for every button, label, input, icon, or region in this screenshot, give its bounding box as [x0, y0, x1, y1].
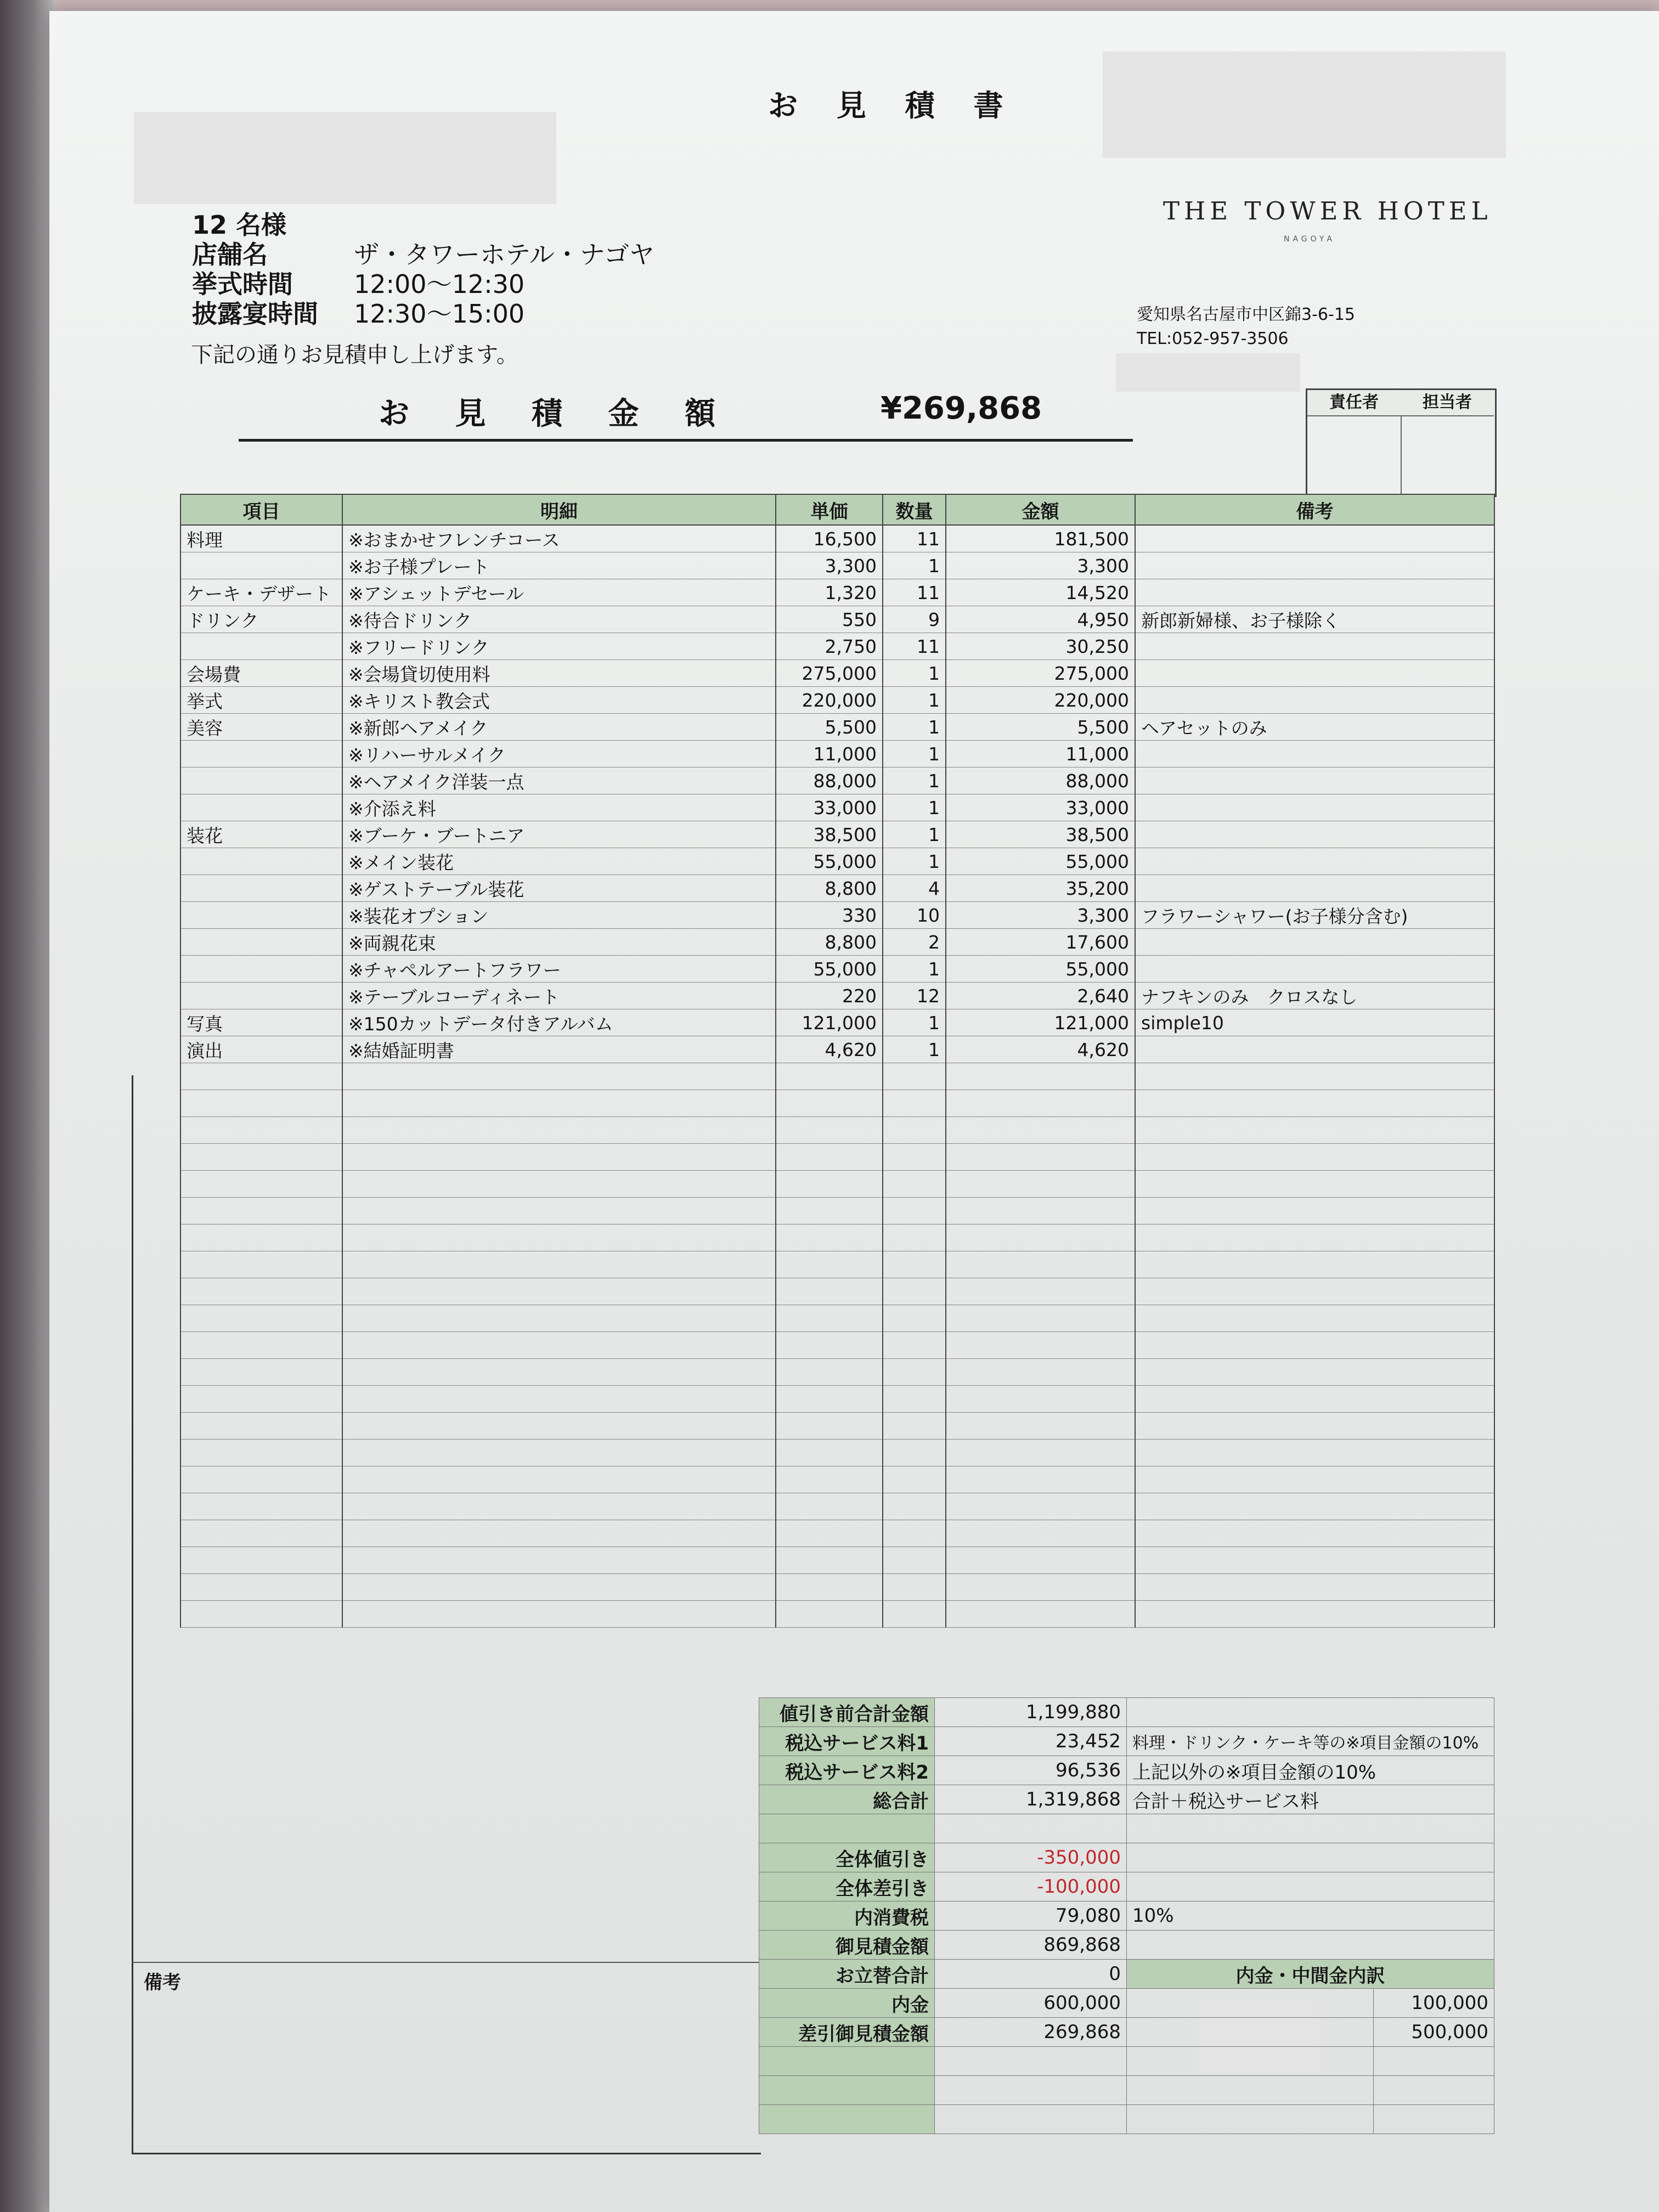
left-border — [132, 1075, 182, 1697]
item-row — [180, 552, 1494, 579]
tax-value: 79,080 — [935, 1901, 1127, 1931]
item-row — [180, 929, 1494, 956]
item-quantity: 1 — [883, 956, 946, 983]
item-detail: ※おまかせフレンチコース — [342, 525, 776, 552]
item-amount: 38,500 — [946, 821, 1135, 848]
item-category: 装花 — [180, 821, 342, 848]
summary-row — [759, 1756, 1494, 1785]
empty-row — [180, 1198, 1494, 1224]
item-amount: 181,500 — [946, 525, 1135, 552]
item-remarks — [1135, 741, 1494, 768]
item-amount: 4,950 — [946, 606, 1135, 633]
item-category — [180, 956, 342, 983]
service2-value: 96,536 — [935, 1756, 1127, 1785]
tax-note: 10% — [1127, 1901, 1494, 1931]
item-amount: 11,000 — [946, 741, 1135, 768]
item-quantity: 1 — [883, 687, 946, 714]
item-amount: 55,000 — [946, 848, 1135, 875]
item-amount: 121,000 — [946, 1009, 1135, 1036]
item-quantity: 1 — [883, 1036, 946, 1063]
item-row — [180, 983, 1494, 1009]
advance-label: お立替合計 — [759, 1960, 935, 1989]
summary-row — [759, 1931, 1494, 1960]
item-quantity: 1 — [883, 714, 946, 741]
empty-row — [180, 1440, 1494, 1466]
item-unit-price: 11,000 — [776, 741, 883, 768]
item-detail: ※ゲストテーブル装花 — [342, 875, 776, 902]
item-row — [180, 875, 1494, 902]
item-remarks: フラワーシャワー(お子様分含む) — [1135, 902, 1494, 929]
item-row — [180, 633, 1494, 660]
redaction — [1116, 353, 1300, 392]
summary-row — [759, 1727, 1494, 1756]
estimate-label: お 見 積 金 額 — [379, 396, 733, 432]
item-detail: ※テーブルコーディネート — [342, 983, 776, 1009]
service2-label: 税込サービス料2 — [759, 1756, 935, 1785]
item-category — [180, 875, 342, 902]
summary-row — [759, 1901, 1494, 1931]
item-unit-price: 55,000 — [776, 956, 883, 983]
item-quantity: 9 — [883, 606, 946, 633]
item-remarks — [1135, 875, 1494, 902]
item-unit-price: 1,320 — [776, 579, 883, 606]
item-remarks — [1135, 660, 1494, 687]
lower-remarks-box — [132, 1697, 761, 2154]
hotel-logo: THE TOWER HOTEL — [1163, 196, 1492, 225]
item-detail: ※150カットデータ付きアルバム — [342, 1009, 776, 1036]
service1-note: 料理・ドリンク・ケーキ等の※項目金額の10% — [1127, 1727, 1494, 1756]
item-detail: ※ブーケ・ブートニア — [342, 821, 776, 848]
item-category: 写真 — [180, 1009, 342, 1036]
deposit-split-1: 100,000 — [1374, 1989, 1494, 2018]
item-row — [180, 1036, 1494, 1063]
summary-row — [759, 1814, 1494, 1843]
empty-row — [180, 1601, 1494, 1628]
item-remarks — [1135, 633, 1494, 660]
item-detail: ※結婚証明書 — [342, 1036, 776, 1063]
responsible-label: 責任者 — [1307, 390, 1401, 416]
subtotal-value: 1,199,880 — [935, 1698, 1127, 1727]
item-category: 会場費 — [180, 660, 342, 687]
item-row — [180, 1009, 1494, 1036]
item-amount: 30,250 — [946, 633, 1135, 660]
item-unit-price: 220 — [776, 983, 883, 1009]
summary-table — [759, 1697, 1494, 2134]
tax-label: 内消費税 — [759, 1901, 935, 1931]
summary-row — [759, 1843, 1494, 1872]
item-amount: 88,000 — [946, 768, 1135, 794]
item-unit-price: 4,620 — [776, 1036, 883, 1063]
empty-row — [180, 1332, 1494, 1359]
empty-row — [180, 1574, 1494, 1601]
hotel-tel: TEL:052-957-3506 — [1137, 329, 1289, 348]
summary-row — [759, 2047, 1494, 2076]
item-quantity: 11 — [883, 579, 946, 606]
item-remarks — [1135, 956, 1494, 983]
balance-value: 269,868 — [935, 2018, 1127, 2047]
intro-text: 下記の通りお見積申し上げます。 — [191, 342, 518, 368]
estimate-total-value: 869,868 — [935, 1931, 1127, 1960]
reception-label: 披露宴時間 — [192, 299, 318, 329]
header-amount: 金額 — [946, 494, 1135, 525]
item-unit-price: 33,000 — [776, 794, 883, 821]
item-row — [180, 660, 1494, 687]
item-remarks: ナフキンのみ クロスなし — [1135, 983, 1494, 1009]
item-detail: ※介添え料 — [342, 794, 776, 821]
item-detail: ※装花オプション — [342, 902, 776, 929]
item-remarks — [1135, 525, 1494, 552]
item-unit-price: 5,500 — [776, 714, 883, 741]
item-category: 料理 — [180, 525, 342, 552]
item-unit-price: 275,000 — [776, 660, 883, 687]
item-unit-price: 55,000 — [776, 848, 883, 875]
item-amount: 55,000 — [946, 956, 1135, 983]
header-detail: 明細 — [342, 494, 776, 525]
item-category — [180, 848, 342, 875]
item-detail: ※待合ドリンク — [342, 606, 776, 633]
item-unit-price: 38,500 — [776, 821, 883, 848]
approval-stamp-box — [1306, 388, 1497, 497]
item-remarks — [1135, 1036, 1494, 1063]
summary-row — [759, 1785, 1494, 1814]
breakdown-header: 内金・中間金内訳 — [1127, 1960, 1494, 1989]
summary-row — [759, 1698, 1494, 1727]
empty-row — [180, 1090, 1494, 1117]
item-remarks: ヘアセットのみ — [1135, 714, 1494, 741]
remarks-label: 備考 — [144, 1972, 181, 1994]
empty-row — [180, 1520, 1494, 1547]
empty-row — [180, 1386, 1494, 1413]
ceremony-label: 挙式時間 — [192, 269, 293, 299]
item-amount: 3,300 — [946, 902, 1135, 929]
hotel-logo-sub: NAGOYA — [1284, 235, 1335, 244]
item-row — [180, 794, 1494, 821]
item-amount: 2,640 — [946, 983, 1135, 1009]
summary-row — [759, 2018, 1494, 2047]
document-title: お 見 積 書 — [768, 88, 1018, 123]
deduction-label: 全体差引き — [759, 1872, 935, 1901]
item-amount: 17,600 — [946, 929, 1135, 956]
header-quantity: 数量 — [883, 494, 946, 525]
item-unit-price: 550 — [776, 606, 883, 633]
ceremony-time: 12:00～12:30 — [354, 269, 525, 299]
empty-row — [180, 1359, 1494, 1386]
empty-row — [180, 1117, 1494, 1144]
empty-row — [180, 1251, 1494, 1278]
discount-label: 全体値引き — [759, 1843, 935, 1872]
item-category: 挙式 — [180, 687, 342, 714]
item-remarks — [1135, 687, 1494, 714]
item-row — [180, 714, 1494, 741]
item-category — [180, 633, 342, 660]
item-quantity: 2 — [883, 929, 946, 956]
deposit-label: 内金 — [759, 1989, 935, 2018]
item-detail: ※リハーサルメイク — [342, 741, 776, 768]
item-amount: 275,000 — [946, 660, 1135, 687]
header-unit-price: 単価 — [776, 494, 883, 525]
empty-row — [180, 1466, 1494, 1493]
empty-row — [180, 1144, 1494, 1171]
item-unit-price: 16,500 — [776, 525, 883, 552]
remarks-divider — [132, 1962, 759, 1963]
item-row — [180, 606, 1494, 633]
item-quantity: 12 — [883, 983, 946, 1009]
staff-label: 担当者 — [1401, 390, 1494, 416]
item-category: 演出 — [180, 1036, 342, 1063]
item-remarks — [1135, 768, 1494, 794]
service1-label: 税込サービス料1 — [759, 1727, 935, 1756]
item-quantity: 11 — [883, 525, 946, 552]
item-row — [180, 956, 1494, 983]
empty-row — [180, 1413, 1494, 1440]
item-row — [180, 821, 1494, 848]
item-row — [180, 687, 1494, 714]
item-unit-price: 330 — [776, 902, 883, 929]
summary-row — [759, 1989, 1494, 2018]
deposit-value: 600,000 — [935, 1989, 1127, 2018]
item-remarks — [1135, 848, 1494, 875]
discount-value: -350,000 — [935, 1843, 1127, 1872]
item-remarks — [1135, 821, 1494, 848]
item-quantity: 10 — [883, 902, 946, 929]
summary-row — [759, 2105, 1494, 2134]
item-category — [180, 929, 342, 956]
item-row — [180, 525, 1494, 552]
item-category: ケーキ・デザート — [180, 579, 342, 606]
subtotal-label: 値引き前合計金額 — [759, 1698, 935, 1727]
summary-row — [759, 2076, 1494, 2105]
item-amount: 35,200 — [946, 875, 1135, 902]
item-category — [180, 552, 342, 579]
estimate-amount: ¥269,868 — [881, 391, 1042, 426]
item-remarks — [1135, 579, 1494, 606]
item-detail: ※アシェットデセール — [342, 579, 776, 606]
deduction-value: -100,000 — [935, 1872, 1127, 1901]
empty-row — [180, 1305, 1494, 1332]
items-table — [180, 494, 1495, 1628]
item-detail: ※会場貸切使用料 — [342, 660, 776, 687]
item-quantity: 11 — [883, 633, 946, 660]
items-header-row — [180, 494, 1494, 525]
balance-label: 差引御見積金額 — [759, 2018, 935, 2047]
item-quantity: 4 — [883, 875, 946, 902]
empty-row — [180, 1278, 1494, 1305]
item-category — [180, 768, 342, 794]
item-amount: 5,500 — [946, 714, 1135, 741]
item-remarks — [1135, 794, 1494, 821]
header-remarks: 備考 — [1135, 494, 1494, 525]
item-unit-price: 2,750 — [776, 633, 883, 660]
item-quantity: 1 — [883, 821, 946, 848]
header-category: 項目 — [180, 494, 342, 525]
item-quantity: 1 — [883, 768, 946, 794]
empty-row — [180, 1063, 1494, 1090]
item-row — [180, 579, 1494, 606]
item-quantity: 1 — [883, 741, 946, 768]
item-detail: ※キリスト教会式 — [342, 687, 776, 714]
total-note: 合計＋税込サービス料 — [1127, 1785, 1494, 1814]
total-label: 総合計 — [759, 1785, 935, 1814]
item-category — [180, 794, 342, 821]
item-unit-price: 8,800 — [776, 875, 883, 902]
item-detail: ※お子様プレート — [342, 552, 776, 579]
store-name: ザ・タワーホテル・ナゴヤ — [354, 240, 654, 269]
binder-edge — [0, 0, 55, 2212]
item-detail: ※新郎ヘアメイク — [342, 714, 776, 741]
item-amount: 4,620 — [946, 1036, 1135, 1063]
guest-count: 12 名様 — [192, 210, 287, 240]
empty-row — [180, 1493, 1494, 1520]
item-quantity: 1 — [883, 552, 946, 579]
redaction — [1103, 52, 1506, 158]
item-quantity: 1 — [883, 794, 946, 821]
redaction — [134, 112, 556, 204]
estimate-underline — [239, 439, 1133, 442]
item-quantity: 1 — [883, 660, 946, 687]
item-remarks — [1135, 552, 1494, 579]
item-row — [180, 768, 1494, 794]
item-row — [180, 848, 1494, 875]
total-value: 1,319,868 — [935, 1785, 1127, 1814]
item-category: ドリンク — [180, 606, 342, 633]
summary-row — [759, 1960, 1494, 1989]
item-quantity: 1 — [883, 848, 946, 875]
item-category — [180, 902, 342, 929]
item-category: 美容 — [180, 714, 342, 741]
item-unit-price: 121,000 — [776, 1009, 883, 1036]
item-row — [180, 741, 1494, 768]
empty-row — [180, 1224, 1494, 1251]
item-unit-price: 8,800 — [776, 929, 883, 956]
item-detail: ※ヘアメイク洋装一点 — [342, 768, 776, 794]
service1-value: 23,452 — [935, 1727, 1127, 1756]
reception-time: 12:30～15:00 — [354, 299, 525, 329]
item-category — [180, 741, 342, 768]
store-label: 店舗名 — [192, 240, 268, 269]
item-quantity: 1 — [883, 1009, 946, 1036]
advance-value: 0 — [935, 1960, 1127, 1989]
summary-row — [759, 1872, 1494, 1901]
item-row — [180, 902, 1494, 929]
item-amount: 3,300 — [946, 552, 1135, 579]
empty-row — [180, 1547, 1494, 1574]
item-category — [180, 983, 342, 1009]
hotel-address: 愛知県名古屋市中区錦3-6-15 — [1137, 305, 1355, 324]
item-detail: ※フリードリンク — [342, 633, 776, 660]
estimate-total-label: 御見積金額 — [759, 1931, 935, 1960]
item-amount: 33,000 — [946, 794, 1135, 821]
item-unit-price: 220,000 — [776, 687, 883, 714]
item-detail: ※チャペルアートフラワー — [342, 956, 776, 983]
item-detail: ※メイン装花 — [342, 848, 776, 875]
deposit-split-2: 500,000 — [1374, 2018, 1494, 2047]
item-amount: 220,000 — [946, 687, 1135, 714]
empty-row — [180, 1171, 1494, 1198]
item-remarks — [1135, 929, 1494, 956]
item-remarks: 新郎新婦様、お子様除く — [1135, 606, 1494, 633]
item-amount: 14,520 — [946, 579, 1135, 606]
item-unit-price: 88,000 — [776, 768, 883, 794]
item-remarks: simple10 — [1135, 1009, 1494, 1036]
item-detail: ※両親花束 — [342, 929, 776, 956]
service2-note: 上記以外の※項目金額の10% — [1127, 1756, 1494, 1785]
item-unit-price: 3,300 — [776, 552, 883, 579]
